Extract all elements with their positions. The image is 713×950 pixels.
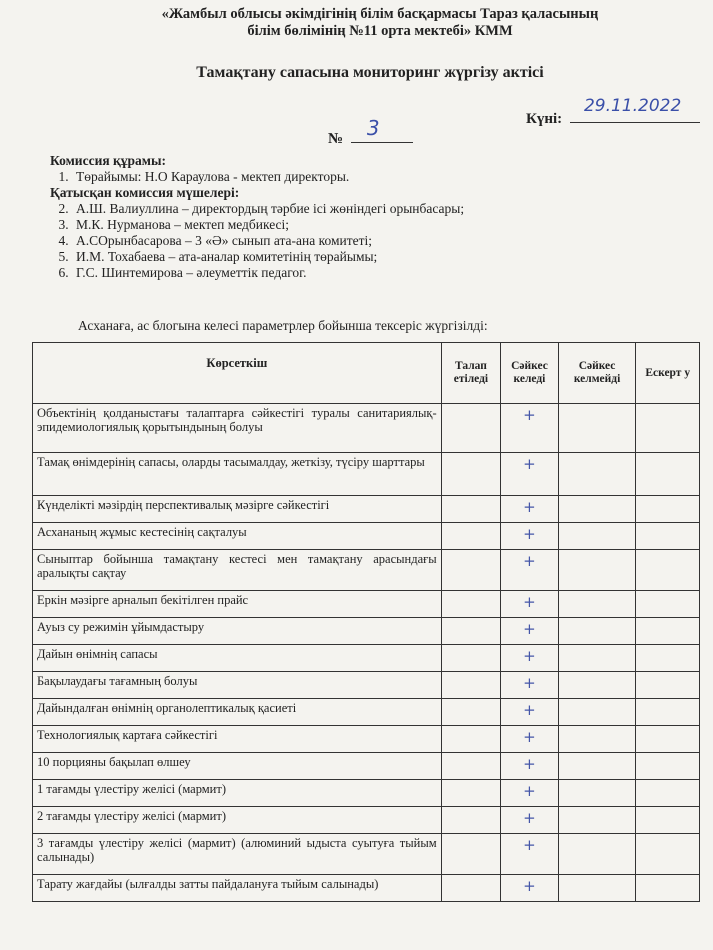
- table-row: [33, 780, 700, 807]
- row-indicator: Асхананың жұмыс кестесінің сақталуы: [33, 523, 442, 550]
- members-list: [50, 201, 670, 281]
- inspection-text: Асханаға, ас блогына келесі параметрлер бойынша тексеріс жүргізілді:: [78, 318, 488, 333]
- row-not-match: [558, 645, 636, 672]
- date-value: 29.11.2022: [583, 96, 682, 116]
- row-indicator: 1 тағамды үлестіру желісі (мармит): [33, 780, 442, 807]
- header-note: Ескерт у: [636, 343, 700, 404]
- table-row: [33, 618, 700, 645]
- check-mark: +: [523, 552, 536, 570]
- date-label: Күні:: [526, 111, 563, 127]
- row-note: [636, 496, 700, 523]
- row-indicator: Тарату жағдайы (ылғалды затты пайдалануға тыйым салынады): [33, 875, 442, 902]
- table-row: [33, 523, 700, 550]
- table-row: [33, 875, 700, 902]
- monitoring-table: [32, 342, 700, 902]
- check-mark: +: [523, 701, 536, 719]
- check-mark: +: [523, 728, 536, 746]
- row-not-match: [558, 726, 636, 753]
- row-not-match: [558, 807, 636, 834]
- number-field: [328, 116, 413, 148]
- row-note: [636, 699, 700, 726]
- row-match: [501, 834, 559, 875]
- row-required: [441, 496, 501, 523]
- table-row: [33, 699, 700, 726]
- row-indicator: Тамақ өнімдерінің сапасы, оларды тасымалдау, жеткізу, түсіру шарттары: [33, 453, 442, 496]
- row-match: [501, 875, 559, 902]
- row-match: [501, 404, 559, 453]
- row-not-match: [558, 496, 636, 523]
- row-note: [636, 726, 700, 753]
- row-indicator: 10 порцияны бақылап өлшеу: [33, 753, 442, 780]
- row-required: [441, 699, 501, 726]
- row-note: [636, 523, 700, 550]
- organization-header: [120, 6, 640, 40]
- header-not-matches: Сәйкес келмейді: [558, 343, 636, 404]
- member-item: 5. И.М. Тохабаева – ата-аналар комитетінің төрайымы;: [72, 249, 670, 265]
- row-not-match: [558, 618, 636, 645]
- member-item: 4. А.СОрынбасарова – 3 «Ә» сынып ата-ана комитеті;: [72, 233, 670, 249]
- date-line: [570, 96, 700, 123]
- row-not-match: [558, 699, 636, 726]
- row-required: [441, 834, 501, 875]
- header-indicator: Көрсеткіш: [33, 343, 442, 404]
- check-mark: +: [523, 406, 536, 424]
- member-item: 2. А.Ш. Валиуллина – директордың тәрбие ісі жөніндегі орынбасары;: [72, 201, 670, 217]
- table-row: [33, 550, 700, 591]
- row-not-match: [558, 550, 636, 591]
- table-row: [33, 591, 700, 618]
- row-not-match: [558, 453, 636, 496]
- row-required: [441, 753, 501, 780]
- row-required: [441, 875, 501, 902]
- row-indicator: Ауыз су режимін ұйымдастыру: [33, 618, 442, 645]
- check-mark: +: [523, 620, 536, 638]
- row-required: [441, 618, 501, 645]
- row-required: [441, 591, 501, 618]
- table-row: [33, 834, 700, 875]
- table-row: [33, 753, 700, 780]
- check-mark: +: [523, 498, 536, 516]
- table-row: [33, 496, 700, 523]
- member-item: 6. Г.С. Шинтемирова – әлеуметтік педагог.: [72, 265, 670, 281]
- row-not-match: [558, 591, 636, 618]
- commission-chair: 1. Төрайымы: Н.О Караулова - мектеп директоры.: [72, 169, 670, 185]
- document-title: Тамақтану сапасына мониторинг жүргізу актісі: [196, 64, 544, 81]
- table-row: [33, 645, 700, 672]
- row-required: [441, 404, 501, 453]
- check-mark: +: [523, 877, 536, 895]
- check-mark: +: [523, 782, 536, 800]
- row-match: [501, 726, 559, 753]
- check-mark: +: [523, 674, 536, 692]
- row-indicator: Еркін мәзірге арналып бекітілген прайс: [33, 591, 442, 618]
- row-note: [636, 875, 700, 902]
- org-line-2: білім бөлімінің №11 орта мектебі» КММ: [247, 23, 513, 39]
- row-match: [501, 550, 559, 591]
- row-indicator: Бақылаудағы тағамның болуы: [33, 672, 442, 699]
- row-required: [441, 453, 501, 496]
- row-note: [636, 550, 700, 591]
- row-match: [501, 618, 559, 645]
- row-required: [441, 726, 501, 753]
- row-match: [501, 753, 559, 780]
- row-note: [636, 453, 700, 496]
- row-match: [501, 699, 559, 726]
- row-not-match: [558, 523, 636, 550]
- row-note: [636, 753, 700, 780]
- row-indicator: 3 тағамды үлестіру желісі (мармит) (алюминий ыдыста суытуға тыйым салынады): [33, 834, 442, 875]
- check-mark: +: [523, 755, 536, 773]
- row-required: [441, 550, 501, 591]
- row-required: [441, 807, 501, 834]
- row-note: [636, 807, 700, 834]
- number-line: [351, 116, 413, 143]
- row-note: [636, 672, 700, 699]
- row-not-match: [558, 834, 636, 875]
- row-indicator: Дайын өнімнің сапасы: [33, 645, 442, 672]
- row-not-match: [558, 753, 636, 780]
- row-indicator: 2 тағамды үлестіру желісі (мармит): [33, 807, 442, 834]
- row-match: [501, 523, 559, 550]
- row-match: [501, 807, 559, 834]
- commission-heading: Комиссия құрамы:: [50, 153, 167, 168]
- row-note: [636, 645, 700, 672]
- number-label: №: [328, 131, 344, 147]
- row-match: [501, 453, 559, 496]
- table-row: [33, 672, 700, 699]
- row-required: [441, 780, 501, 807]
- check-mark: +: [523, 593, 536, 611]
- table-header-row: [33, 343, 700, 404]
- table-row: [33, 453, 700, 496]
- commission-list: [50, 169, 670, 185]
- row-note: [636, 591, 700, 618]
- row-not-match: [558, 672, 636, 699]
- number-value: 3: [366, 116, 380, 140]
- table-row: [33, 726, 700, 753]
- org-line-1: «Жамбыл облысы әкімдігінің білім басқармасы Тараз қаласының: [161, 6, 599, 22]
- row-required: [441, 672, 501, 699]
- row-not-match: [558, 404, 636, 453]
- row-match: [501, 591, 559, 618]
- row-match: [501, 496, 559, 523]
- commission-section: [50, 153, 670, 281]
- row-note: [636, 834, 700, 875]
- row-match: [501, 645, 559, 672]
- table-row: [33, 404, 700, 453]
- row-note: [636, 404, 700, 453]
- row-match: [501, 672, 559, 699]
- check-mark: +: [523, 809, 536, 827]
- row-required: [441, 523, 501, 550]
- row-indicator: Дайындалған өнімнің органолептикалық қасиеті: [33, 699, 442, 726]
- header-required: Талап етіледі: [441, 343, 501, 404]
- row-note: [636, 780, 700, 807]
- row-not-match: [558, 780, 636, 807]
- check-mark: +: [523, 647, 536, 665]
- row-required: [441, 645, 501, 672]
- members-heading: Қатысқан комиссия мүшелері:: [50, 185, 240, 200]
- table-row: [33, 807, 700, 834]
- row-indicator: Күнделікті мәзірдің перспективалық мәзірге сәйкестігі: [33, 496, 442, 523]
- row-indicator: Сыныптар бойынша тамақтану кестесі мен тамақтану арасындағы аралықты сақтау: [33, 550, 442, 591]
- row-match: [501, 780, 559, 807]
- date-field: [526, 96, 700, 128]
- row-indicator: Технологиялық картаға сәйкестігі: [33, 726, 442, 753]
- row-not-match: [558, 875, 636, 902]
- header-matches: Сәйкес келеді: [501, 343, 559, 404]
- check-mark: +: [523, 525, 536, 543]
- row-note: [636, 618, 700, 645]
- check-mark: +: [523, 455, 536, 473]
- member-item: 3. М.К. Нурманова – мектеп медбикесі;: [72, 217, 670, 233]
- check-mark: +: [523, 836, 536, 854]
- row-indicator: Объектінің қолданыстағы талаптарға сәйкестігі туралы санитариялық-эпидемиологиялық қорытындының болуы: [33, 404, 442, 453]
